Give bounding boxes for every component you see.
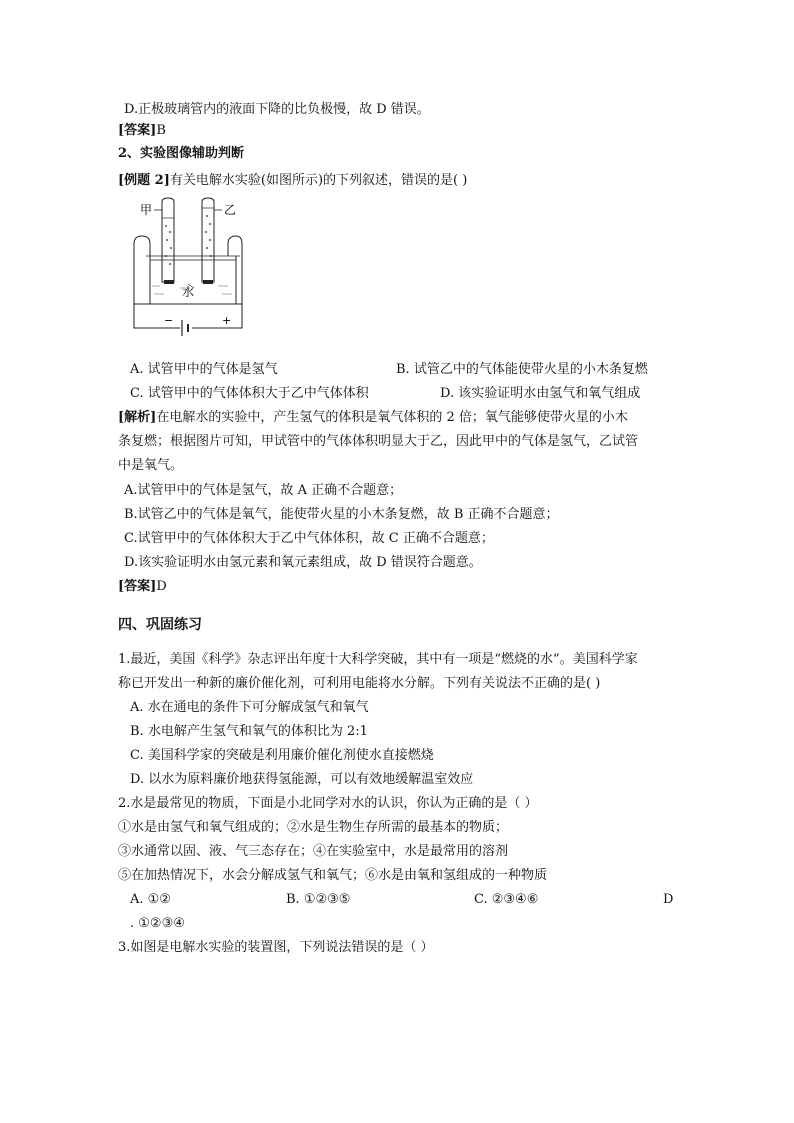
prev-answer-value: B [156,123,166,138]
explain-c: C.试管甲中的气体体积大于乙中气体体积，故 C 正确不合题意； [124,531,494,546]
electrolysis-apparatus-figure [128,196,248,336]
q1-line-2: 称已开发出一种新的廉价催化剂，可利用电能将水分解。下列有关说法不正确的是( ) [118,676,601,691]
example-2-option-d: D. 该实验证明水由氢气和氧气组成 [440,386,641,401]
analysis-label: [解析] [118,410,157,425]
analysis-line-1 [118,409,628,427]
analysis-line-3: 中是氧气。 [118,458,184,473]
q3-stem: 3.如图是电解水实验的装置图，下列说法错误的是（ ） [118,940,434,955]
example-2-label: [例题 2] [118,173,170,188]
example-2-text: 有关电解水实验(如图所示)的下列叙述，错误的是( ) [169,173,468,188]
q2-option-b: B. ①②③⑤ [286,892,351,907]
q2-statement-3: ⑤在加热情况下，水会分解成氢气和氧气；⑥水是由氧和氢组成的一种物质 [118,868,548,883]
example-2-answer-label: [答案] [118,579,157,594]
example-2-question [118,172,467,190]
explain-a: A.试管甲中的气体是氢气，故 A 正确不合题意； [124,483,403,498]
example-2-answer [118,578,167,596]
example-2-option-c: C. 试管甲中的气体体积大于乙中气体体积 [130,386,369,401]
label-plus: + [222,314,232,327]
prev-answer-label: [答案] [118,123,157,138]
q2-stem: 2.水是最常见的物质，下面是小北同学对水的认识，你认为正确的是（ ） [118,796,538,811]
analysis-line-2: 条复燃；根据图片可知，甲试管中的气体体积明显大于乙，因此甲中的气体是氢气，乙试管 [118,434,639,449]
label-water: 水 [182,285,195,299]
q2-option-d-letter: D [663,892,674,907]
example-2-option-a: A. 试管甲中的气体是氢气 [130,362,278,377]
prev-option-d: D.正极玻璃管内的液面下降的比负极慢，故 D 错误。 [124,102,430,117]
label-yi: 乙 [224,203,237,217]
q2-option-c: C. ②③④⑥ [474,892,539,907]
explain-b: B.试管乙中的气体是氧气，能使带火星的小木条复燃，故 B 正确不合题意； [124,507,559,522]
label-minus: − [164,314,174,327]
prev-answer [118,122,166,140]
q1-line-1: 1.最近，美国《科学》杂志评出年度十大科学突破，其中有一项是“燃烧的水”。美国科学家 [118,652,638,667]
explain-d: D.该实验证明水由氢元素和氧元素组成，故 D 错误符合题意。 [124,555,482,570]
q2-statement-2: ③水通常以固、液、气三态存在；④在实验室中，水是最常用的溶剂 [118,844,509,859]
q1-option-c: C. 美国科学家的突破是利用廉价催化剂使水直接燃烧 [130,748,434,763]
label-jia: 甲 [140,203,153,217]
analysis-text-1: 在电解水的实验中，产生氢气的体积是氧气体积的 2 倍；氧气能够使带火星的小木 [156,410,628,425]
q2-statement-1: ①水是由氢气和氧气组成的；②水是生物生存所需的最基本的物质； [118,820,509,835]
q1-option-d: D. 以水为原料廉价地获得氢能源，可以有效地缓解温室效应 [130,772,474,787]
section-2-title: 2、实验图像辅助判断 [118,146,245,161]
q2-option-d-content: . ①②③④ [130,916,185,931]
example-2-option-b: B. 试管乙中的气体能使带火星的小木条复燃 [396,362,648,377]
q2-option-a: A. ①② [130,892,171,907]
section-4-title: 四、巩固练习 [118,617,202,633]
q1-option-b: B. 水电解产生氢气和氧气的体积比为 2:1 [130,724,368,739]
q1-option-a: A. 水在通电的条件下可分解成氢气和氧气 [130,700,369,715]
example-2-answer-value: D [156,579,167,594]
